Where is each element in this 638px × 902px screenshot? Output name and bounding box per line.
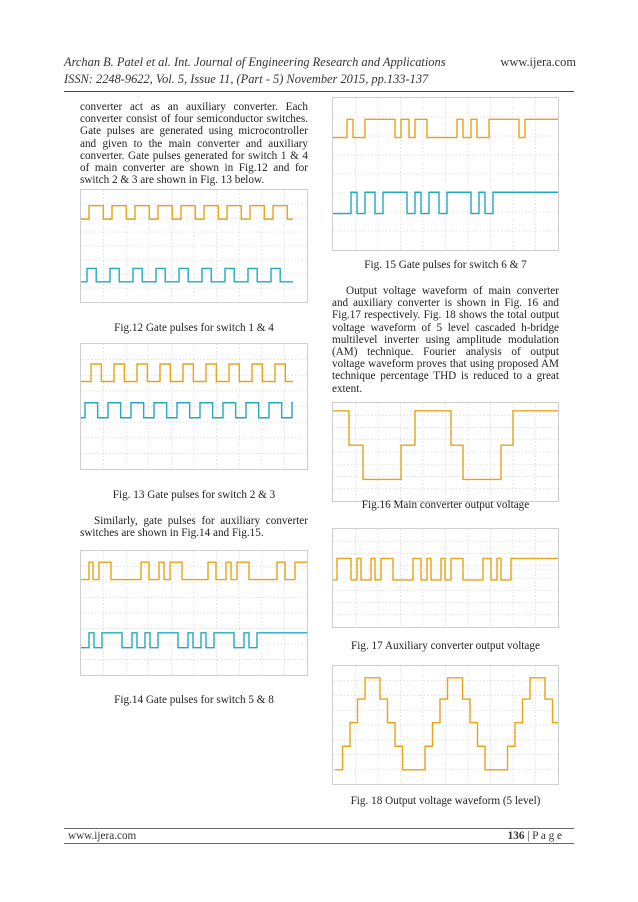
s14-plot: [81, 551, 307, 675]
s16-plot: [333, 403, 558, 501]
figure-15-oscilloscope: [332, 97, 559, 251]
gate-pulse-trace-switch-3: [81, 403, 293, 418]
s12-plot: [81, 190, 307, 302]
figure-12-caption: Fig.12 Gate pulses for switch 1 & 4: [114, 322, 274, 334]
output-paragraph: Output voltage waveform of main converter and auxiliary converter is shown in Fig. 16 and Fig.17 respectively. Fig. 18 shows the total output voltage waveform of 5 level cascaded h-bridge multilevel inverter using amplitude modulation (AM) technique. Fourier analysis of output voltage waveform proves that using proposed AM technique percentage THD is reduced to a great extent.: [332, 285, 559, 395]
page-footer: [64, 828, 574, 844]
figure-16-oscilloscope: [332, 402, 559, 502]
gate-pulse-trace-switch-1: [81, 206, 293, 219]
page-number: 136: [507, 830, 525, 842]
journal-citation: Archan B. Patel et al. Int. Journal of Engineering Research and Applications: [64, 55, 446, 69]
figure-12-oscilloscope: [80, 189, 308, 303]
figure-13-oscilloscope: [80, 343, 308, 470]
gate-pulse-trace-switch-4: [81, 268, 293, 281]
gate-pulse-trace-switch-6: [333, 119, 558, 137]
s18-plot: [333, 666, 558, 784]
intro-paragraph: converter act as an auxiliary converter. Each converter consist of four semiconductor switches. Gate pulses are generated using microcontroller and given to the main converter and auxiliary converter. Gate pulses generated for switch 1 & 4 of main converter are shown in Fig.12 and for switch 2 & 3 are shown in Fig. 13 below.: [80, 101, 308, 187]
issn-line: ISSN: 2248-9622, Vol. 5, Issue 11, (Part - 5) November 2015, pp.133-137: [64, 72, 429, 86]
similarly-paragraph: Similarly, gate pulses for auxiliary converter switches are shown in Fig.14 and Fig.15.: [80, 515, 308, 540]
figure-17-caption: Fig. 17 Auxiliary converter output voltage: [351, 640, 540, 652]
running-header: [64, 54, 576, 88]
figure-14-caption: Fig.14 Gate pulses for switch 5 & 8: [114, 694, 274, 706]
figure-13-caption: Fig. 13 Gate pulses for switch 2 & 3: [112, 489, 276, 501]
s17-plot: [333, 529, 558, 627]
figure-14-oscilloscope: [80, 550, 308, 676]
footer-website[interactable]: www.ijera.com: [68, 830, 137, 842]
five-level-output-voltage-trace: [335, 678, 558, 770]
figure-18-caption: Fig. 18 Output voltage waveform (5 level): [350, 795, 541, 807]
figure-15-caption: Fig. 15 Gate pulses for switch 6 & 7: [364, 259, 527, 271]
figure-16-caption: Fig.16 Main converter output voltage: [361, 499, 530, 511]
gate-pulse-trace-switch-2: [81, 364, 293, 382]
figure-18-oscilloscope: [332, 665, 559, 785]
s15-plot: [333, 98, 558, 250]
journal-website[interactable]: www.ijera.com: [500, 55, 576, 69]
s13-plot: [81, 344, 307, 469]
header-rule: [64, 91, 574, 92]
figure-17-oscilloscope: [332, 528, 559, 628]
page-label: | P a g e: [524, 830, 562, 842]
footer-page-number: [508, 830, 562, 842]
